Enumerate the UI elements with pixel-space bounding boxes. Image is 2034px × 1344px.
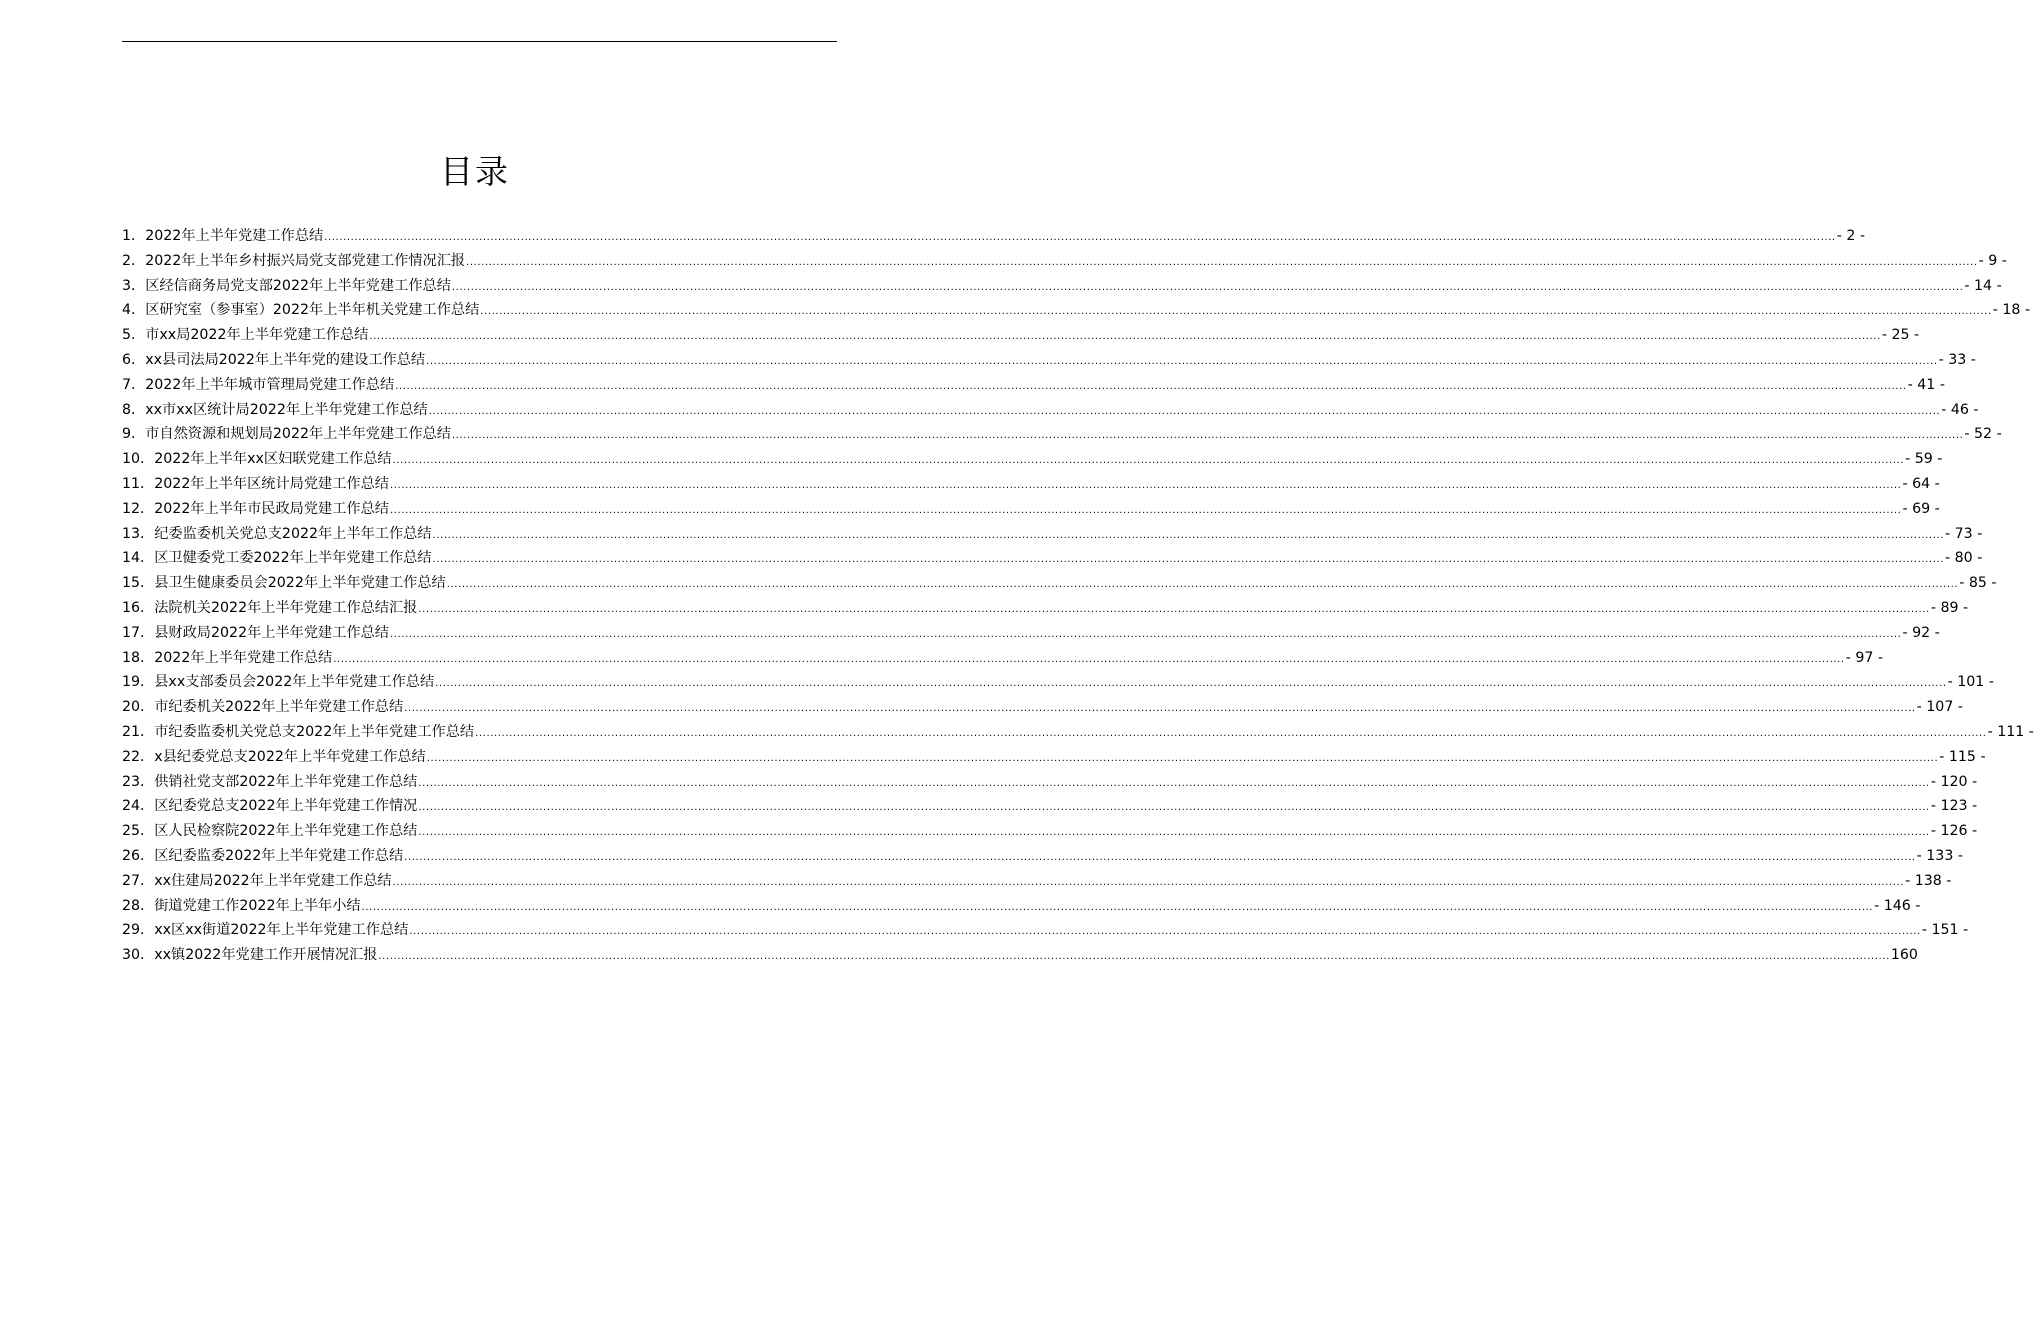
toc-dot-leader: ................................................................................................................................................................................................................................................................................................................................................................................................................ bbox=[480, 306, 1992, 318]
toc-entry-label[interactable]: 4．区研究室（参事室）2022年上半年机关党建工作总结 bbox=[122, 302, 480, 319]
toc-entry[interactable] bbox=[122, 274, 2002, 299]
toc-entry-page-number: - 41 - bbox=[1907, 376, 1945, 393]
toc-dot-leader: ................................................................................................................................................................................................................................................................................................................................................................................................................ bbox=[418, 802, 1930, 814]
toc-entry-page-number: - 2 - bbox=[1836, 228, 1865, 244]
toc-entry-label[interactable]: 30．xx镇2022年党建工作开展情况汇报 bbox=[122, 947, 378, 964]
toc-entry-label[interactable]: 6．xx县司法局2022年上半年党的建设工作总结 bbox=[122, 351, 426, 368]
toc-entry-label[interactable]: 19．县xx支部委员会2022年上半年党建工作总结 bbox=[122, 674, 435, 691]
toc-dot-leader: ................................................................................................................................................................................................................................................................................................................................................................................................................ bbox=[435, 678, 1947, 690]
toc-dot-leader: ................................................................................................................................................................................................................................................................................................................................................................................................................ bbox=[333, 653, 1845, 665]
table-of-contents bbox=[122, 224, 2034, 968]
toc-entry-page-number: - 59 - bbox=[1905, 451, 1943, 468]
toc-entry[interactable] bbox=[122, 422, 2002, 447]
header-rule bbox=[122, 41, 837, 42]
toc-entry-page-number: - 123 - bbox=[1930, 798, 1978, 815]
toc-entry-page-number: - 107 - bbox=[1916, 699, 1963, 716]
toc-entry[interactable] bbox=[122, 398, 1979, 423]
toc-entry[interactable] bbox=[122, 249, 2007, 274]
toc-dot-leader: ................................................................................................................................................................................................................................................................................................................................................................................................................ bbox=[409, 926, 1921, 938]
toc-entry[interactable] bbox=[122, 447, 1943, 472]
toc-dot-leader: ................................................................................................................................................................................................................................................................................................................................................................................................................ bbox=[432, 554, 1945, 566]
toc-entry[interactable] bbox=[122, 497, 1940, 522]
toc-entry[interactable] bbox=[122, 869, 1952, 894]
toc-entry[interactable] bbox=[122, 522, 1983, 547]
toc-entry-label[interactable]: 13．纪委监委机关党总支2022年上半年工作总结 bbox=[122, 525, 432, 542]
toc-entry[interactable] bbox=[122, 720, 2034, 745]
toc-entry-page-number: - 97 - bbox=[1845, 649, 1884, 666]
toc-entry-page-number: - 80 - bbox=[1945, 550, 1983, 567]
toc-entry-page-number: - 18 - bbox=[1992, 302, 2031, 319]
toc-entry[interactable] bbox=[122, 546, 1983, 571]
toc-dot-leader: ................................................................................................................................................................................................................................................................................................................................................................................................................ bbox=[404, 703, 1916, 715]
toc-entry-label[interactable]: 23．供销社党支部2022年上半年党建工作总结 bbox=[122, 773, 418, 790]
toc-entry-label[interactable]: 9．市自然资源和规划局2022年上半年党建工作总结 bbox=[122, 426, 451, 443]
toc-entry[interactable] bbox=[122, 621, 1940, 646]
page-title: 目录 bbox=[440, 152, 510, 191]
toc-entry[interactable] bbox=[122, 298, 2031, 323]
toc-entry[interactable] bbox=[122, 596, 1969, 621]
toc-entry[interactable] bbox=[122, 943, 1918, 968]
toc-entry-page-number: - 9 - bbox=[1978, 252, 2007, 269]
toc-entry[interactable] bbox=[122, 224, 1865, 249]
toc-dot-leader: ................................................................................................................................................................................................................................................................................................................................................................................................................ bbox=[428, 405, 1941, 417]
toc-entry-page-number: - 14 - bbox=[1964, 277, 2002, 294]
toc-entry-page-number: - 25 - bbox=[1881, 327, 1920, 344]
toc-entry-label[interactable]: 2．2022年上半年乡村振兴局党支部党建工作情况汇报 bbox=[122, 252, 466, 269]
toc-dot-leader: ................................................................................................................................................................................................................................................................................................................................................................................................................ bbox=[389, 479, 1902, 491]
toc-dot-leader: ................................................................................................................................................................................................................................................................................................................................................................................................................ bbox=[418, 603, 1930, 615]
toc-entry-label[interactable]: 11．2022年上半年区统计局党建工作总结 bbox=[122, 475, 389, 492]
toc-dot-leader: ................................................................................................................................................................................................................................................................................................................................................................................................................ bbox=[475, 727, 1987, 739]
toc-entry-label[interactable]: 28．街道党建工作2022年上半年小结 bbox=[122, 897, 361, 914]
toc-entry[interactable] bbox=[122, 794, 1978, 819]
toc-entry[interactable] bbox=[122, 373, 1945, 398]
toc-entry[interactable] bbox=[122, 695, 1963, 720]
toc-entry-page-number: - 126 - bbox=[1930, 823, 1978, 840]
toc-dot-leader: ................................................................................................................................................................................................................................................................................................................................................................................................................ bbox=[361, 901, 1874, 913]
toc-entry-label[interactable]: 17．县财政局2022年上半年党建工作总结 bbox=[122, 624, 389, 641]
toc-entry-label[interactable]: 20．市纪委机关2022年上半年党建工作总结 bbox=[122, 699, 404, 716]
toc-dot-leader: ................................................................................................................................................................................................................................................................................................................................................................................................................ bbox=[451, 281, 1964, 293]
toc-entry-page-number: - 73 - bbox=[1945, 525, 1983, 542]
toc-entry[interactable] bbox=[122, 646, 1884, 671]
toc-dot-leader: ................................................................................................................................................................................................................................................................................................................................................................................................................ bbox=[404, 851, 1916, 863]
toc-entry-page-number: - 151 - bbox=[1921, 922, 1969, 939]
toc-entry-page-number: - 85 - bbox=[1959, 575, 1997, 592]
toc-entry-label[interactable]: 18．2022年上半年党建工作总结 bbox=[122, 649, 333, 666]
toc-entry[interactable] bbox=[122, 670, 1994, 695]
toc-entry-label[interactable]: 26．区纪委监委2022年上半年党建工作总结 bbox=[122, 847, 404, 864]
toc-dot-leader: ................................................................................................................................................................................................................................................................................................................................................................................................................ bbox=[378, 951, 1890, 963]
toc-entry[interactable] bbox=[122, 819, 1978, 844]
toc-entry-label[interactable]: 10．2022年上半年xx区妇联党建工作总结 bbox=[122, 451, 392, 468]
toc-dot-leader: ................................................................................................................................................................................................................................................................................................................................................................................................................ bbox=[432, 529, 1945, 541]
toc-dot-leader: ................................................................................................................................................................................................................................................................................................................................................................................................................ bbox=[369, 331, 1881, 343]
toc-entry-label[interactable]: 14．区卫健委党工委2022年上半年党建工作总结 bbox=[122, 550, 432, 567]
toc-entry-label[interactable]: 16．法院机关2022年上半年党建工作总结汇报 bbox=[122, 599, 418, 616]
toc-dot-leader: ................................................................................................................................................................................................................................................................................................................................................................................................................ bbox=[389, 628, 1902, 640]
toc-entry-page-number: - 101 - bbox=[1947, 674, 1994, 691]
toc-entry[interactable] bbox=[122, 348, 1976, 373]
toc-entry[interactable] bbox=[122, 745, 1986, 770]
toc-entry-page-number: - 46 - bbox=[1941, 401, 1979, 418]
toc-entry[interactable] bbox=[122, 323, 1920, 348]
toc-dot-leader: ................................................................................................................................................................................................................................................................................................................................................................................................................ bbox=[418, 777, 1930, 789]
toc-entry-page-number: - 64 - bbox=[1902, 475, 1940, 492]
toc-dot-leader: ................................................................................................................................................................................................................................................................................................................................................................................................................ bbox=[451, 430, 1964, 442]
toc-dot-leader: ................................................................................................................................................................................................................................................................................................................................................................................................................ bbox=[426, 355, 1938, 367]
toc-entry-label[interactable]: 3．区经信商务局党支部2022年上半年党建工作总结 bbox=[122, 277, 451, 294]
toc-entry-label[interactable]: 24．区纪委党总支2022年上半年党建工作情况 bbox=[122, 798, 418, 815]
toc-entry-page-number: - 133 - bbox=[1916, 847, 1963, 864]
toc-entry-page-number: 160 bbox=[1890, 947, 1918, 964]
toc-dot-leader: ................................................................................................................................................................................................................................................................................................................................................................................................................ bbox=[392, 876, 1905, 888]
toc-entry-page-number: - 138 - bbox=[1905, 872, 1952, 889]
toc-entry[interactable] bbox=[122, 472, 1940, 497]
toc-entry-page-number: - 92 - bbox=[1902, 624, 1940, 641]
toc-entry-label[interactable]: 1．2022年上半年党建工作总结 bbox=[122, 228, 324, 244]
toc-dot-leader: ................................................................................................................................................................................................................................................................................................................................................................................................................ bbox=[446, 579, 1959, 591]
toc-entry-label[interactable]: 25．区人民检察院2022年上半年党建工作总结 bbox=[122, 823, 418, 840]
toc-entry-label[interactable]: 8．xx市xx区统计局2022年上半年党建工作总结 bbox=[122, 401, 428, 418]
toc-entry-label[interactable]: 27．xx住建局2022年上半年党建工作总结 bbox=[122, 872, 392, 889]
toc-dot-leader: ................................................................................................................................................................................................................................................................................................................................................................................................................ bbox=[418, 827, 1930, 839]
toc-dot-leader: ................................................................................................................................................................................................................................................................................................................................................................................................................ bbox=[324, 232, 1836, 243]
toc-entry-label[interactable]: 22．x县纪委党总支2022年上半年党建工作总结 bbox=[122, 748, 426, 765]
toc-dot-leader: ................................................................................................................................................................................................................................................................................................................................................................................................................ bbox=[395, 380, 1907, 392]
toc-entry-label[interactable]: 5．市xx局2022年上半年党建工作总结 bbox=[122, 327, 369, 344]
toc-entry-page-number: - 33 - bbox=[1938, 351, 1976, 368]
toc-entry-page-number: - 115 - bbox=[1939, 748, 1986, 765]
toc-entry-page-number: - 120 - bbox=[1930, 773, 1978, 790]
toc-entry[interactable] bbox=[122, 770, 1978, 795]
toc-entry-page-number: - 111 - bbox=[1987, 723, 2034, 740]
toc-entry-label[interactable]: 29．xx区xx街道2022年上半年党建工作总结 bbox=[122, 922, 409, 939]
toc-entry[interactable] bbox=[122, 844, 1963, 869]
toc-entry[interactable] bbox=[122, 894, 1921, 919]
toc-entry-label[interactable]: 21．市纪委监委机关党总支2022年上半年党建工作总结 bbox=[122, 723, 475, 740]
toc-entry[interactable] bbox=[122, 918, 1969, 943]
toc-entry-page-number: - 52 - bbox=[1964, 426, 2002, 443]
toc-dot-leader: ................................................................................................................................................................................................................................................................................................................................................................................................................ bbox=[392, 455, 1905, 467]
toc-entry-label[interactable]: 15．县卫生健康委员会2022年上半年党建工作总结 bbox=[122, 575, 446, 592]
toc-entry-page-number: - 146 - bbox=[1874, 897, 1921, 914]
toc-entry[interactable] bbox=[122, 571, 1997, 596]
toc-entry-label[interactable]: 7．2022年上半年城市管理局党建工作总结 bbox=[122, 376, 395, 393]
toc-entry-page-number: - 89 - bbox=[1930, 599, 1969, 616]
toc-entry-label[interactable]: 12．2022年上半年市民政局党建工作总结 bbox=[122, 500, 389, 517]
toc-entry-page-number: - 69 - bbox=[1902, 500, 1940, 517]
toc-dot-leader: ................................................................................................................................................................................................................................................................................................................................................................................................................ bbox=[426, 752, 1939, 764]
toc-dot-leader: ................................................................................................................................................................................................................................................................................................................................................................................................................ bbox=[389, 504, 1902, 516]
toc-dot-leader: ................................................................................................................................................................................................................................................................................................................................................................................................................ bbox=[466, 256, 1978, 268]
